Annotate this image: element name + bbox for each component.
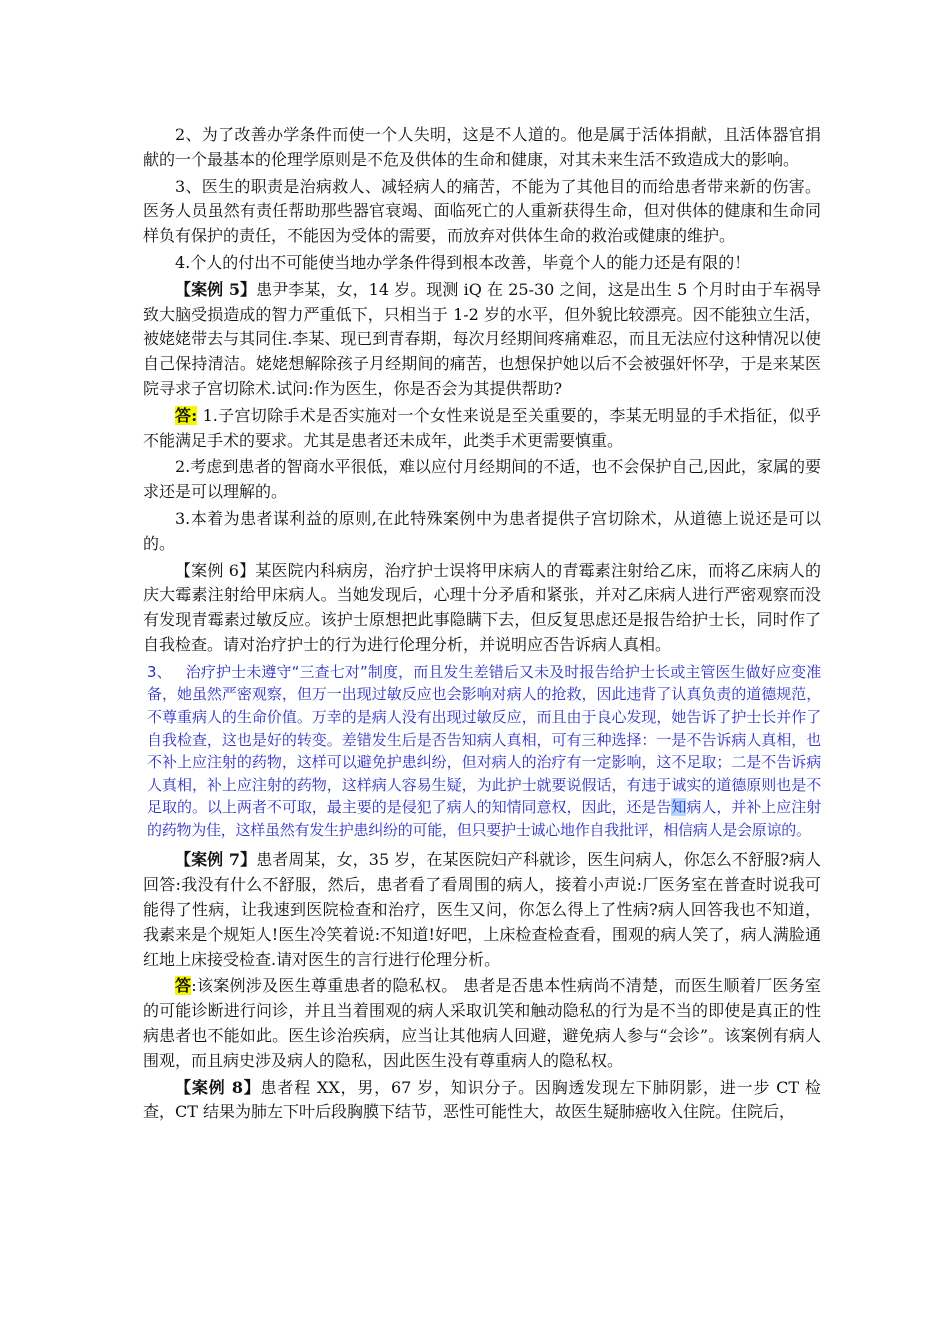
case7-question — [143, 848, 821, 972]
case6-answer-text-a: 治疗护士未遵守“三查七对”制度，而且发生差错后又未及时报告给护士长或主管医生做好应变准备，她虽然严密观察，但万一出现过敏反应也会影响对病人的抢救，因此违背了认真负责的道德规范，不尊重病人的生命价值。万幸的是病人没有出现过敏反应，而且由于良心发现，她告诉了护士长并作了自我检查，这也是好的转变。差错发生后是否告知病人真相，可有三种选择：一是不告诉病人真相，也不补上应注射的药物，这样可以避免护患纠纷，但对病人的治疗有一定影响，这不足取；二是不告诉病人真相，补上应注射的药物，这样病人容易生疑，为此护士就要说假话，有违于诚实的道德原则也是不足取的。以上两者不可取，最主要的是侵犯了病人的知情同意权，因此，还是告 — [147, 662, 821, 817]
case6-answer-text-b: 病人，并补上应注射的药物为佳，这样虽然有发生护患纠纷的可能，但只要护士诚心地作自我批评，相信病人是会原谅的。 — [147, 798, 821, 839]
case7-answer — [143, 974, 821, 1073]
case6-question — [143, 559, 821, 658]
case7-text: 患者周某，女，35 岁，在某医院妇产科就诊，医生问病人，你怎么不舒服?病人回答:我没有什么不舒服，然后，患者看了看周围的病人，接着小声说:厂医务室在普查时说我可能得了性病，让我速到医院检查和治疗，医生又问，你怎么得上了性病?病人回答我也不知道，我素来是个规矩人!医生冷笑着说:不知道!好吧，上床检查检查看，围观的病人笑了，病人满脸通红地上床接受检查.请对医生的言行进行伦理分析。 — [143, 850, 821, 969]
case5-answer-3: 3.本着为患者谋利益的原则,在此特殊案例中为患者提供子宫切除术，从道德上说还是可以的。 — [143, 508, 821, 553]
case6-answer-number: 3、 — [147, 662, 172, 681]
case5-text: 患尹李某，女，14 岁。现测 iQ 在 25-30 之间，这是出生 5 个月时由于车祸导致大脑受损造成的智力严重低下，只相当于 1-2 岁的水平，但外貌比较漂亮。因不能独立生活，被姥姥带去与其同住.李某、现已到青春期，每次月经期间疼痛难忍，而且无法应付这种情况以使自己保持清洁。姥姥想解除孩子月经期间的痛苦，也想保护她以后不会被强奸怀孕，于是来某医院寻求子宫切除术.试问:作为医生，你是否会为其提供帮助? — [143, 279, 821, 398]
case7-answer-text: :该案例涉及医生尊重患者的隐私权。 患者是否患本性病尚不清楚，而医生顺着厂医务室的可能诊断进行问诊，并且当着围观的病人采取讥笑和触动隐私的行为是不当的即使是真正的性病患者也不能如此。医生诊治疾病，应当让其他病人回避，避免病人参与“会诊”。该案例有病人围观，而且病史涉及病人的隐私，因此医生没有尊重病人的隐私权。 — [143, 976, 821, 1070]
case6-text: 某医院内科病房，治疗护士误将甲床病人的青霉素注射给乙床，而将乙床病人的庆大霉素注射给甲床病人。当她发现后，心理十分矛盾和紧张，并对乙床病人进行严密观察而没有发现青霉素过敏反应。该护士原想把此事隐瞒下去，但反复思虑还是报告给护士长，同时作了自我检查。请对治疗护士的行为进行伦理分析，并说明应否告诉病人真相。 — [143, 560, 821, 654]
text-selection-highlight: 知 — [671, 798, 687, 817]
case5-question — [143, 278, 821, 402]
paragraph-point-2: 2、为了改善办学条件而使一个人失明，这是不人道的。他是属于活体捐献，且活体器官捐献的一个最基本的伦理学原则是不危及供体的生命和健康，对其未来生活不致造成大的影响。 — [143, 125, 821, 169]
case6-answer-block — [147, 661, 821, 842]
case6-label: 【案例 6】 — [175, 560, 256, 580]
document-page — [143, 123, 821, 1127]
case8-question — [143, 1076, 821, 1126]
case5-answer-label: 答: — [175, 405, 198, 425]
case8-text: 患者程 XX，男，67 岁，知识分子。因胸透发现左下肺阴影，进一步 CT 检查，CT 结果为肺左下叶后段胸膜下结节，恶性可能性大，故医生疑肺癌收入住院。住院后， — [143, 1077, 821, 1122]
case5-label: 【案例 5】 — [175, 279, 257, 299]
case5-answer-1 — [143, 404, 821, 454]
case8-label: 【案例 8】 — [175, 1077, 261, 1097]
case5-answer-2: 2.考虑到患者的智商水平很低，难以应付月经期间的不适，也不会保护自己,因此，家属的要求还是可以理解的。 — [143, 457, 821, 502]
paragraph-point-4: 4.个人的付出不可能使当地办学条件得到根本改善，毕竟个人的能力还是有限的！ — [175, 252, 751, 272]
case7-answer-label: 答 — [175, 976, 192, 996]
case5-answer-1-text: 1.子宫切除手术是否实施对一个女性来说是至关重要的，李某无明显的手术指征，似乎不能满足手术的要求。尤其是患者还未成年，此类手术更需要慎重。 — [143, 405, 821, 450]
paragraph-point-3: 3、医生的职责是治病救人、减轻病人的痛苦，不能为了其他目的而给患者带来新的伤害。医务人员虽然有责任帮助那些器官衰竭、面临死亡的人重新获得生命，但对供体的健康和生命同样负有保护的责任，不能因为受体的需要，而放弃对供体生命的救治或健康的维护。 — [143, 176, 821, 246]
case7-label: 【案例 7】 — [175, 850, 257, 870]
